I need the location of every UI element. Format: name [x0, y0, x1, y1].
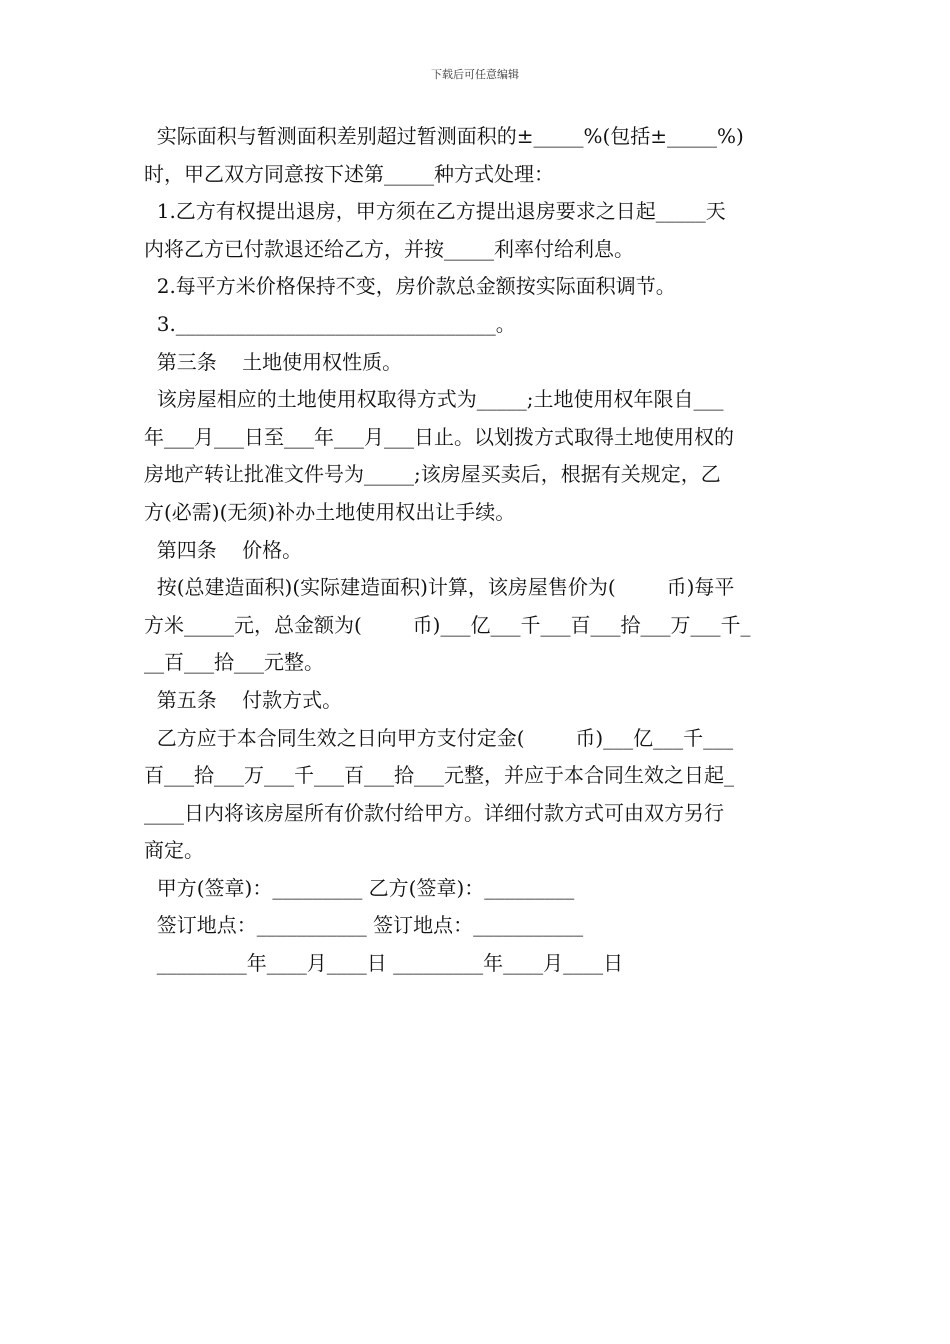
text-line: 按(总建造面积)(实际建造面积)计算，该房屋售价为( 币)每平: [144, 575, 735, 600]
text-line: 商定。: [144, 838, 204, 863]
text-line: 时，甲乙双方同意按下述第_____种方式处理：: [144, 161, 554, 186]
text-line: 该房屋相应的土地使用权取得方式为_____;土地使用权年限自___: [144, 387, 724, 412]
signing-place-line: 签订地点：___________ 签订地点：___________: [144, 913, 584, 938]
text-line: 3.________________________________。: [144, 311, 516, 336]
signature-line: 甲方(签章)：_________ 乙方(签章)：_________: [144, 875, 575, 900]
section-heading: 第五条 付款方式。: [144, 687, 343, 712]
text-line: 内将乙方已付款退还给乙方，并按_____利率付给利息。: [144, 236, 634, 261]
text-line: 实际面积与暂测面积差别超过暂测面积的±_____%(包括±_____%): [144, 124, 744, 148]
text-line: __百___拾___元整。: [144, 650, 324, 675]
text-line: 方米_____元，总金额为( 币)___亿___千___百___拾___万___千_: [144, 612, 751, 637]
date-line: _________年____月____日 _________年____月____日: [144, 951, 624, 976]
text-line: 乙方应于本合同生效之日向甲方支付定金( 币)___亿___千___: [144, 725, 734, 750]
text-line: 年___月___日至___年___月___日止。以划拨方式取得土地使用权的: [144, 424, 734, 449]
section-heading: 第三条 土地使用权性质。: [144, 349, 403, 374]
text-line: 1.乙方有权提出退房，甲方须在乙方提出退房要求之日起_____天: [144, 199, 726, 224]
text-line: 百___拾___万___千___百___拾___元整，并应于本合同生效之日起_: [144, 763, 734, 788]
text-line: 2.每平方米价格保持不变，房价款总金额按实际面积调节。: [144, 274, 676, 299]
text-line: ____日内将该房屋所有价款付给甲方。详细付款方式可由双方另行: [144, 800, 724, 825]
text-line: 方(必需)(无须)补办土地使用权出让手续。: [144, 499, 516, 524]
contract-body: [144, 118, 808, 983]
text-line: 房地产转让批准文件号为_____;该房屋买卖后，根据有关规定，乙: [144, 462, 721, 487]
header-note: 下载后可任意编辑: [431, 68, 519, 81]
section-heading: 第四条 价格。: [144, 537, 303, 562]
